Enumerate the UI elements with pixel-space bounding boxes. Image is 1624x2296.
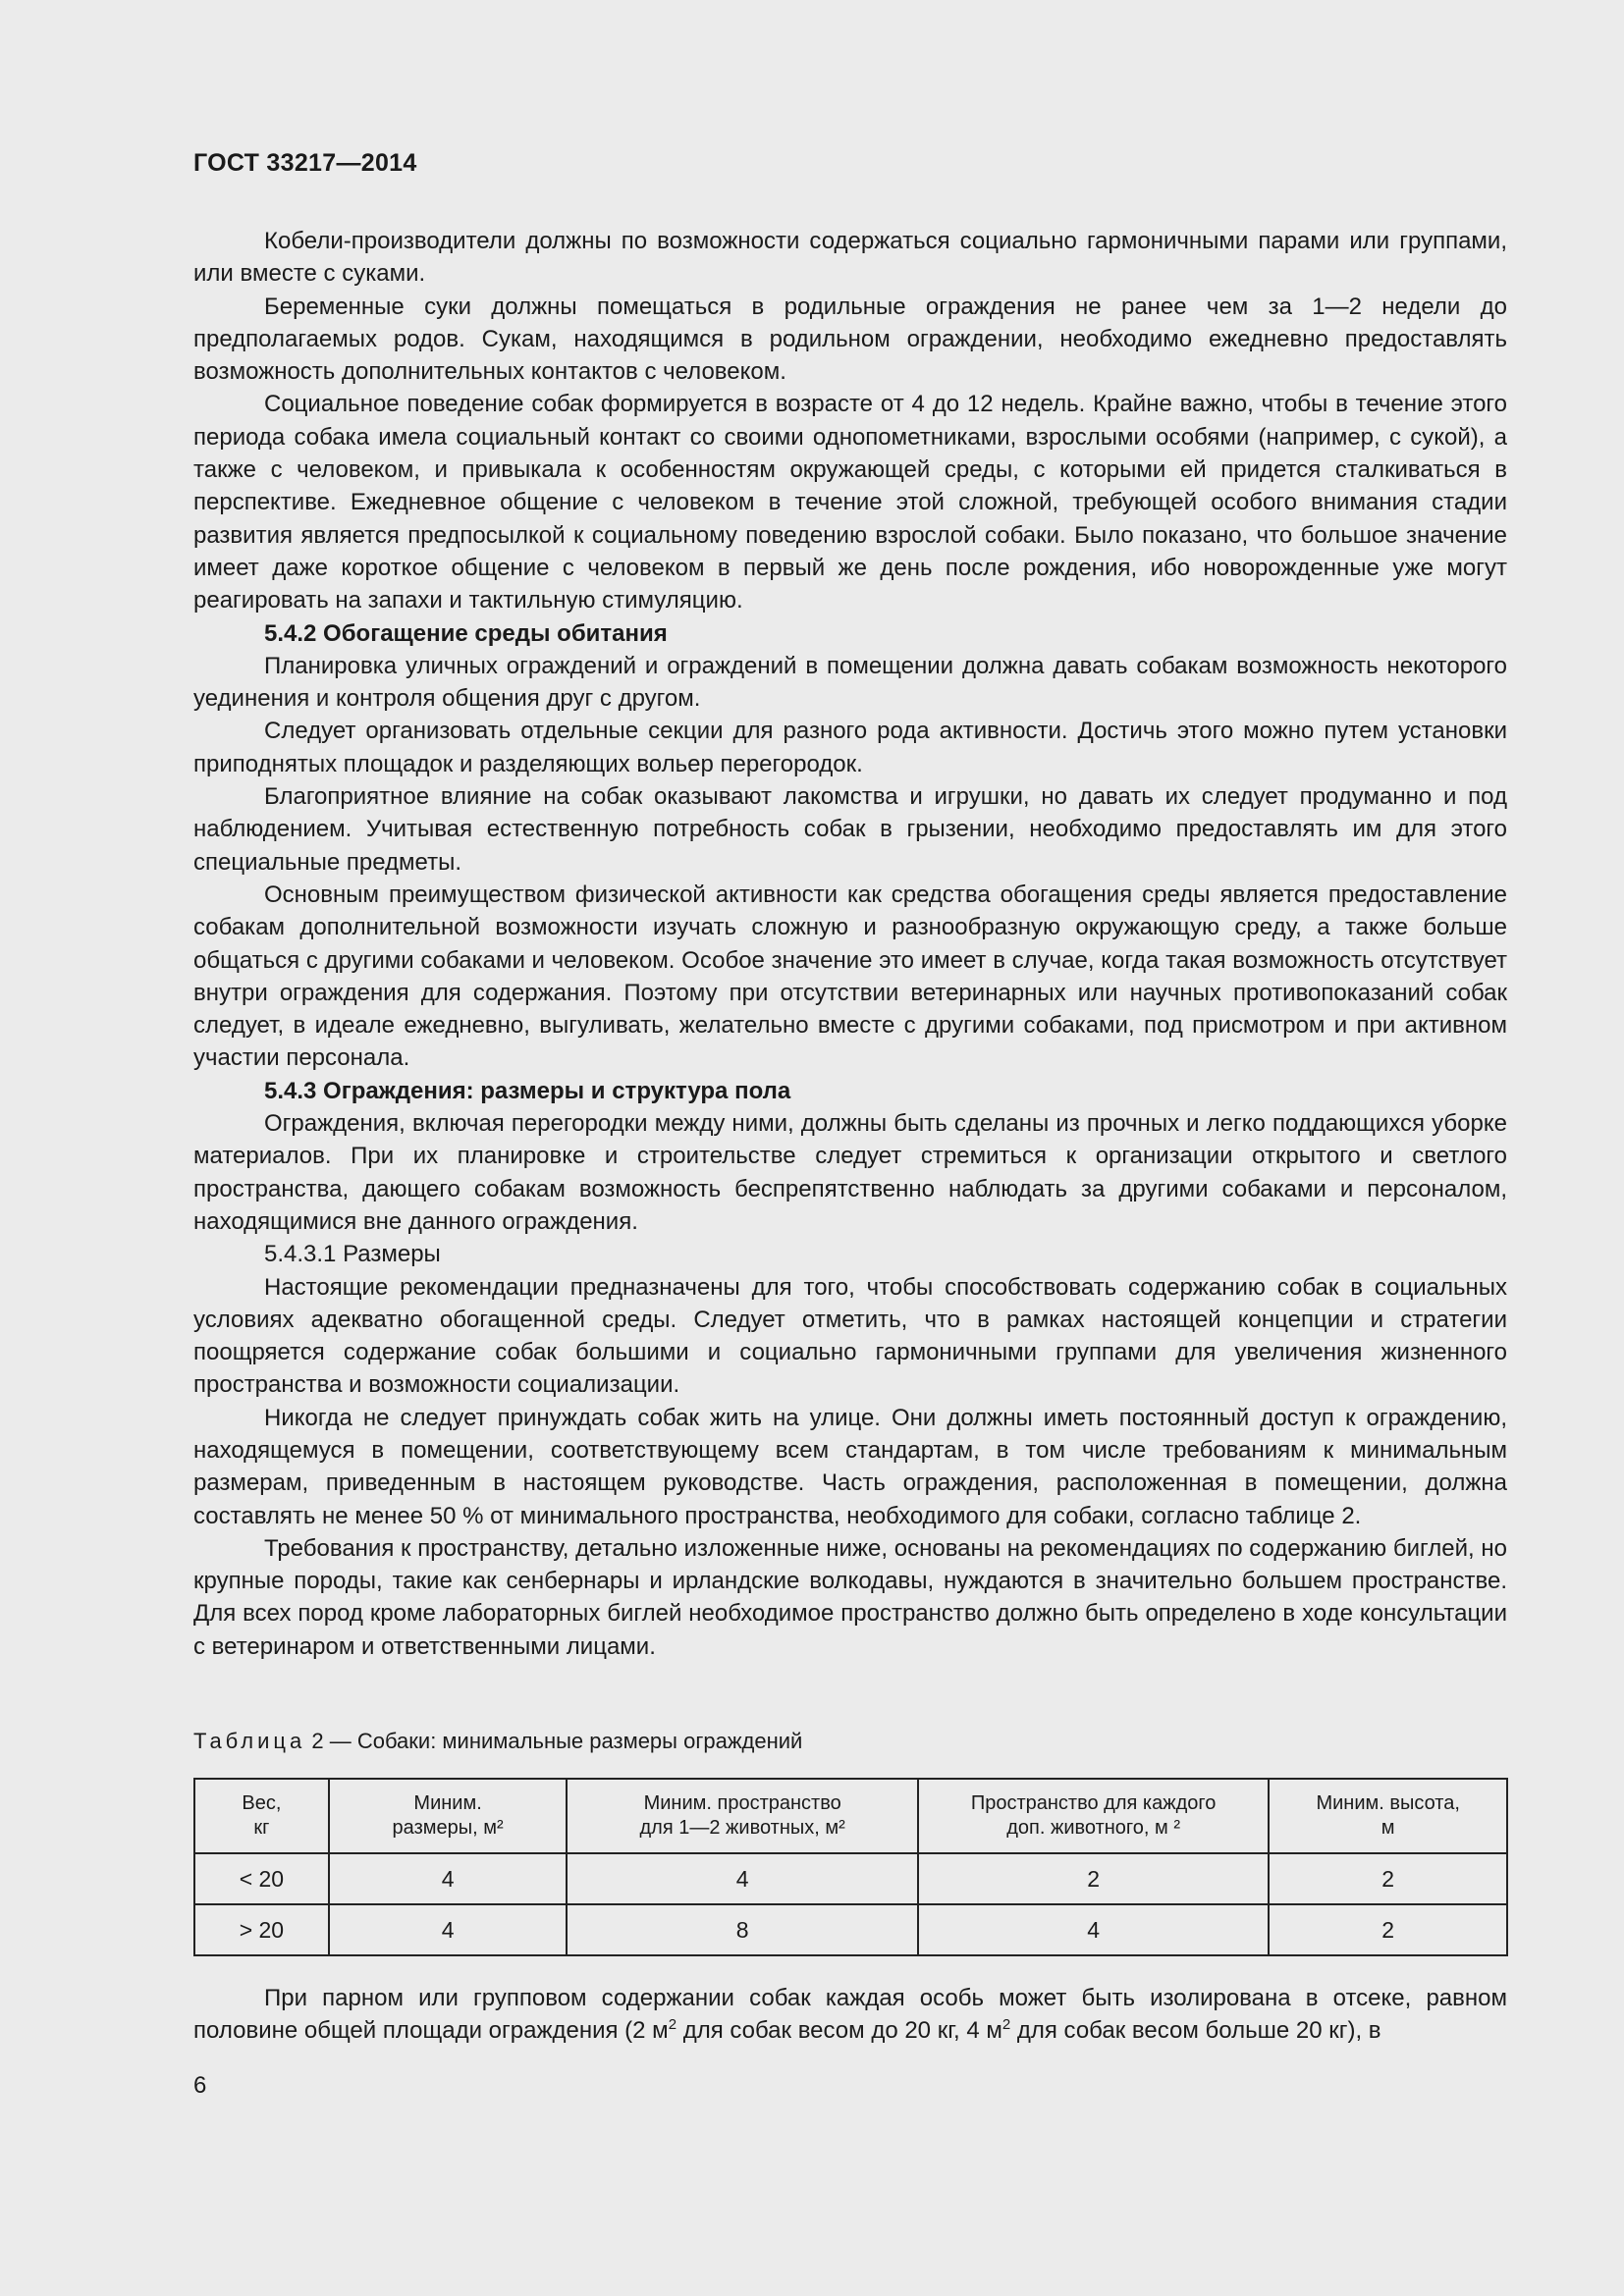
paragraph: Социальное поведение собак формируется в возрасте от 4 до 12 недель. Крайне важно, чтобы в течение этого периода собака имела социальный контакт со своими однопометниками, взрослыми особями (например, с сукой), а также с человеком, и привыкала к особенностям окружающей среды, с которыми ей придется сталкиваться в перспективе. Ежедневное общение с человеком в течение этой сложной, требующей особого внимания стадии развития является предпосылкой к социальному поведению взрослой собаки. Было показано, что большое значение имеет даже короткое общение с человеком в первый же день после рождения, ибо новорожденные уже могут реагировать на запахи и тактильную стимуляцию. — [193, 391, 1507, 614]
table-header-cell: Миним. пространство для 1—2 животных, м² — [567, 1779, 917, 1853]
table-row — [194, 1853, 1507, 1904]
table-cell: > 20 — [194, 1904, 329, 1955]
table-caption-label: Таблица — [193, 1729, 306, 1753]
paragraph: Настоящие рекомендации предназначены для того, чтобы способствовать содержанию собак в социальных условиях адекватно обогащенной среды. Следует отметить, что в рамках настоящей концепции и стратегии поощряется содержание собак большими и социально гармоничными группами для увеличения жизненного пространства и возможности социализации. — [193, 1273, 1507, 1399]
table-cell: 2 — [1269, 1853, 1507, 1904]
table-caption — [193, 1729, 802, 1754]
footer-text — [193, 1982, 1507, 2048]
table-cell: 2 — [1269, 1904, 1507, 1955]
paragraph: Требования к пространству, детально изложенные ниже, основаны на рекомендациях по содержанию биглей, но крупные породы, такие как сенбернары и ирландские волкодавы, нуждаются в значительно большем пространстве. Для всех пород кроме лабораторных биглей необходимое пространство должно быть определено в ходе консультации с ветеринаром и ответственными лицами. — [193, 1534, 1507, 1660]
table-header-cell: Вес, кг — [194, 1779, 329, 1853]
table-cell: 4 — [567, 1853, 917, 1904]
table-cell: 8 — [567, 1904, 917, 1955]
enclosure-size-table — [193, 1778, 1508, 1956]
paragraph: 5.4.3.1 Размеры — [264, 1241, 441, 1268]
table-header-cell: Миним. размеры, м² — [329, 1779, 568, 1853]
table-cell: 4 — [329, 1904, 568, 1955]
paragraph: При парном или групповом содержании собак каждая особь может быть изолирована в отсеке, равном половине общей площади ограждения (2 $м^2$ для собак весом до 20 кг, 4 $м^2$ для собак весом больше 20 кг), в — [193, 1985, 1507, 2045]
section-heading: 5.4.2 Обогащение среды обитания — [264, 619, 668, 647]
paragraph: Беременные суки должны помещаться в родильные ограждения не ранее чем за 1—2 недели до предполагаемых родов. Сукам, находящимся в родильном ограждении, необходимо ежедневно предоставлять возможность дополнительных контактов с человеком. — [193, 293, 1507, 386]
document-header: ГОСТ 33217—2014 — [193, 149, 417, 177]
body-text — [193, 225, 1507, 1663]
paragraph: Следует организовать отдельные секции для разного рода активности. Достичь этого можно путем установки приподнятых площадок и разделяющих вольер перегородок. — [193, 718, 1507, 777]
paragraph: Никогда не следует принуждать собак жить на улице. Они должны иметь постоянный доступ к ограждению, находящемуся в помещении, соответствующему всем стандартам, в том числе требованиям к минимальным размерам, приведенным в настоящем руководстве. Часть ограждения, расположенная в помещении, должна составлять не менее 50 % от минимального пространства, необходимого для собаки, согласно таблице 2. — [193, 1404, 1507, 1529]
paragraph: Основным преимуществом физической активности как средства обогащения среды является предоставление собакам дополнительной возможности изучать сложную и разнообразную окружающую среду, а также больше общаться с другими собаками и человеком. Особое значение это имеет в случае, когда такая возможность отсутствует внутри ограждения для содержания. Поэтому при отсутствии ветеринарных или научных противопоказаний собак следует, в идеале ежедневно, выгуливать, желательно вместе с другими собаками, под присмотром и при активном участии персонала. — [193, 881, 1507, 1072]
table-row — [194, 1904, 1507, 1955]
table-cell: < 20 — [194, 1853, 329, 1904]
paragraph: Ограждения, включая перегородки между ними, должны быть сделаны из прочных и легко поддающихся уборке материалов. При их планировке и строительстве следует стремиться к организации открытого и светлого пространства, дающего собакам возможность беспрепятственно наблюдать за другими собаками и персоналом, находящимися вне данного ограждения. — [193, 1110, 1507, 1235]
paragraph: Кобели-производители должны по возможности содержаться социально гармоничными парами или группами, или вместе с суками. — [193, 228, 1507, 288]
paragraph: Планировка уличных ограждений и ограждений в помещении должна давать собакам возможность некоторого уединения и контроля общения друг с другом. — [193, 652, 1507, 713]
table-header-cell: Миним. высота, м — [1269, 1779, 1507, 1853]
table-cell: 4 — [918, 1904, 1269, 1955]
section-heading: 5.4.3 Ограждения: размеры и структура пола — [264, 1077, 791, 1104]
table-header-cell: Пространство для каждого доп. животного, м ² — [918, 1779, 1269, 1853]
table-cell: 4 — [329, 1853, 568, 1904]
paragraph: Благоприятное влияние на собак оказывают лакомства и игрушки, но давать их следует продуманно и под наблюдением. Учитывая естественную потребность собак в грызении, необходимо предоставлять им для этого специальные предметы. — [193, 783, 1507, 876]
table-header-row — [194, 1779, 1507, 1853]
page-number: 6 — [193, 2072, 207, 2099]
table-cell: 2 — [918, 1853, 1269, 1904]
table-caption-title: 2 — Собаки: минимальные размеры ограждений — [305, 1729, 803, 1753]
